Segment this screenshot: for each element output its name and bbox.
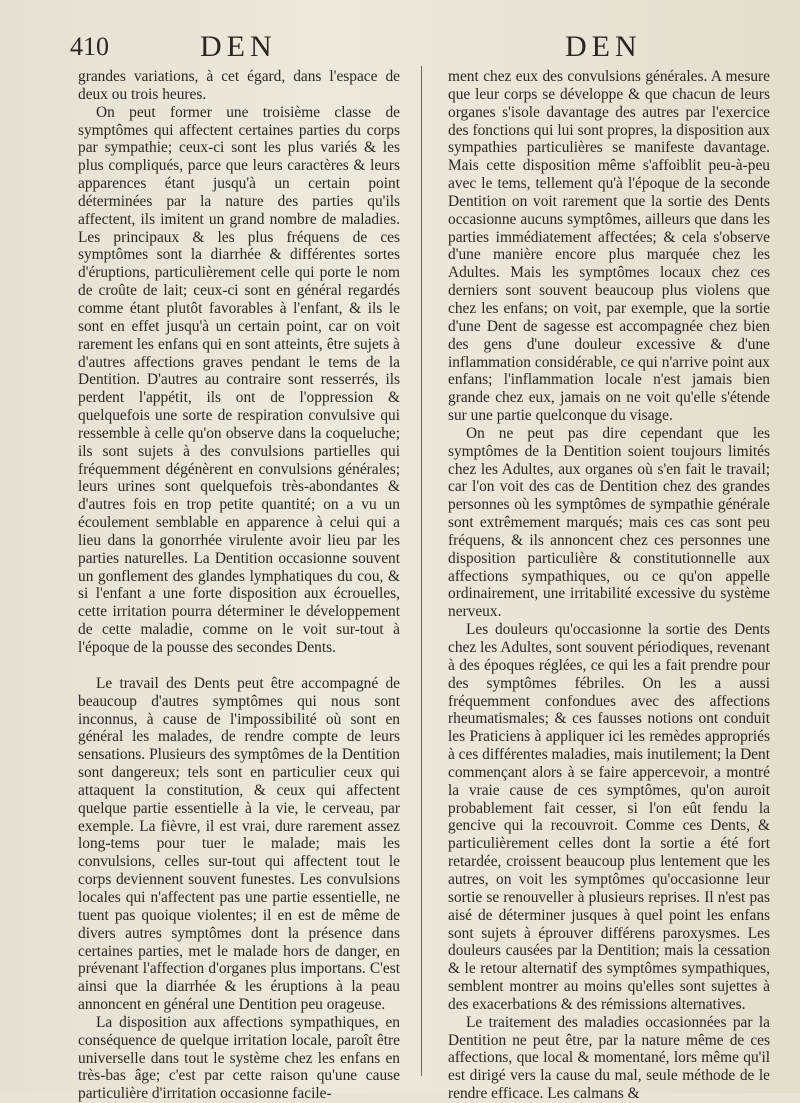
paragraph: La disposition aux affections sympathiques, en conséquence de quelque irritation locale, paroît être universelle dans tout le système chez les enfans en très-bas âge; c'est par cette raison qu'une cause particulière d'irritation occasionne facile- — [78, 1013, 400, 1103]
right-column — [448, 68, 770, 1103]
paragraph: Le travail des Dents peut être accompagné de beaucoup d'autres symptômes qui nous sont inconnus, à cause de l'impossibilité où sont en général les malades, de rendre compte de leurs sensations. Plusieurs des symptômes de la Dentition sont dangereux; tels sont en particulier ceux qui attaquent la constitution, & ceux qui affectent quelque partie essentielle à la vie, le cerveau, par exemple. La fièvre, il est vrai, dure rarement assez long-tems pour tuer le malade; mais les convulsions, celles sur-tout qui affectent tout le corps deviennent souvent funestes. Les convulsions locales qui n'affectent pas une partie essentielle, ne tuent pas quoique violentes; il en est de même de divers autres symptômes dont la présence dans certaines parties, met le malade hors de danger, en prévenant l'affection d'organes plus importans. C'est ainsi que la diarrhée & les éruptions à la peau annoncent en général une Dentition peu orageuse. — [78, 674, 400, 1014]
running-header — [70, 30, 770, 64]
left-column — [78, 68, 400, 1103]
page-number: 410 — [70, 32, 109, 61]
paragraph: Le traitement des maladies occasionnées par la Dentition ne peut être, par la nature même de ces affections, que local & momentané, lors même qu'il est dirigé vers la cause du mal, seule méthode de le rendre efficace. Les calmans & — [448, 1013, 770, 1103]
column-divider — [421, 66, 422, 1076]
paragraph-continuation: grandes variations, à cet égard, dans l'espace de deux ou trois heures. — [78, 68, 400, 103]
paragraph: Les douleurs qu'occasionne la sortie des Dents chez les Adultes, sont souvent périodiques, revenant à des époques réglées, ce qui les a fait prendre pour des symptômes fébriles. On les a aussi fréquemment confondues avec des affections rheumatismales; & ces fausses notions ont conduit les Praticiens à appliquer ici les remèdes appropriés à ces différentes maladies, mais inutilement; la Dent commençant alors à se faire appercevoir, a montré la vraie cause de ces symptômes, qu'on auroit probablement fait cesser, si l'on eût fendu la gencive qui la recouvroit. Comme ces Dents, & particulièrement celles dont la sortie a été fort retardée, croissent beaucoup plus lentement que les autres, on voit les symptômes qu'occasionne leur sortie se renouveller à plusieurs reprises. Il n'est pas aisé de déterminer jusques à quel point les enfans sont sujets à éprouver différens paroxysmes. Les douleurs causées par la Dentition; mais la cessation & le retour alternatif des symptômes sympathiques, semblent montrer au moins qu'elles sont sujettes à des exacerbations & des rémissions alternatives. — [448, 621, 770, 1013]
paragraph: On ne peut pas dire cependant que les symptômes de la Dentition soient toujours limités chez les Adultes, aux organes où s'en fait le travail; car l'on voit des cas de Dentition chez des grandes personnes où les symptômes de sympathie générale sont extrêmement marqués; mais ces cas sont peu fréquens, & ils annoncent chez ces personnes une disposition particulière & constitutionnelle aux affections sympathiques, ou ce qu'on appelle ordinairement, une irritabilité excessive du système nerveux. — [448, 424, 770, 621]
header-title-right: DEN — [565, 30, 642, 63]
paragraph-continuation: ment chez eux des convulsions générales. A mesure que leur corps se développe & que chacun de leurs organes s'isole davantage des autres par l'exercice des fonctions qui lui sont propres, la disposition aux sympathies particulières se manifeste davantage. Mais cette disposition même s'affoiblit peu-à-peu avec le tems, tellement qu'à l'époque de la seconde Dentition on voit rarement que la sortie des Dents occasionne aucuns symptômes, ailleurs que dans les parties immédiatement affectées; & cela s'observe d'une manière encore plus marquée chez les Adultes. Mais les symptômes locaux chez ces derniers sont souvent beaucoup plus violens que chez les enfans; on voit, par exemple, que la sortie d'une Dent de sagesse est accompagnée chez bien des gens d'une douleur excessive & d'une inflammation considérable, ce qui n'arrive point aux enfans; l'inflammation locale n'est jamais bien grande chez eux, jamais on ne voit qu'elle s'étende sur une partie quelconque du visage. — [448, 68, 770, 425]
header-title-left: DEN — [200, 30, 277, 63]
paragraph: On peut former une troisième classe de symptômes qui affectent certaines parties du corps par sympathie; ceux-ci sont les plus variés & les plus compliqués, parce que leurs caractères & leurs apparences étant jusqu'à un certain point déterminées par la nature des parties qu'ils affectent, ils imitent un grand nombre de maladies. Les principaux & les plus fréquens de ces symptômes sont la diarrhée & différentes sortes d'éruptions, particulièrement celle qui porte le nom de croûte de lait; ceux-ci sont en général regardés comme étant plutôt favorables à l'enfant, & ils le sont en effet jusqu'à un certain point, car on voit rarement les enfans qui en sont atteints, être sujets à d'autres affections graves pendant le tems de la Dentition. D'autres au contraire sont resserrés, ils perdent l'appétit, ils ont de l'oppression & quelquefois une sorte de respiration convulsive qui ressemble à celle qu'on observe dans la coqueluche; ils sont sujets à des convulsions partielles qui fréquemment dégénèrent en convulsions générales; leurs urines sont quelquefois très-abondantes & d'autres fois en trop petite quantité; on a vu un écoulement semblable en apparence à celui qui a lieu dans la gonorrhée virulente avoir lieu par les parties naturelles. La Dentition occasionne souvent un gonflement des glandes lymphatiques du cou, & si l'enfant a une forte disposition aux écrouelles, cette irritation pourra déterminer le développement de cette maladie, comme on le voit sur-tout à l'époque de la pousse des secondes Dents. — [78, 103, 400, 656]
